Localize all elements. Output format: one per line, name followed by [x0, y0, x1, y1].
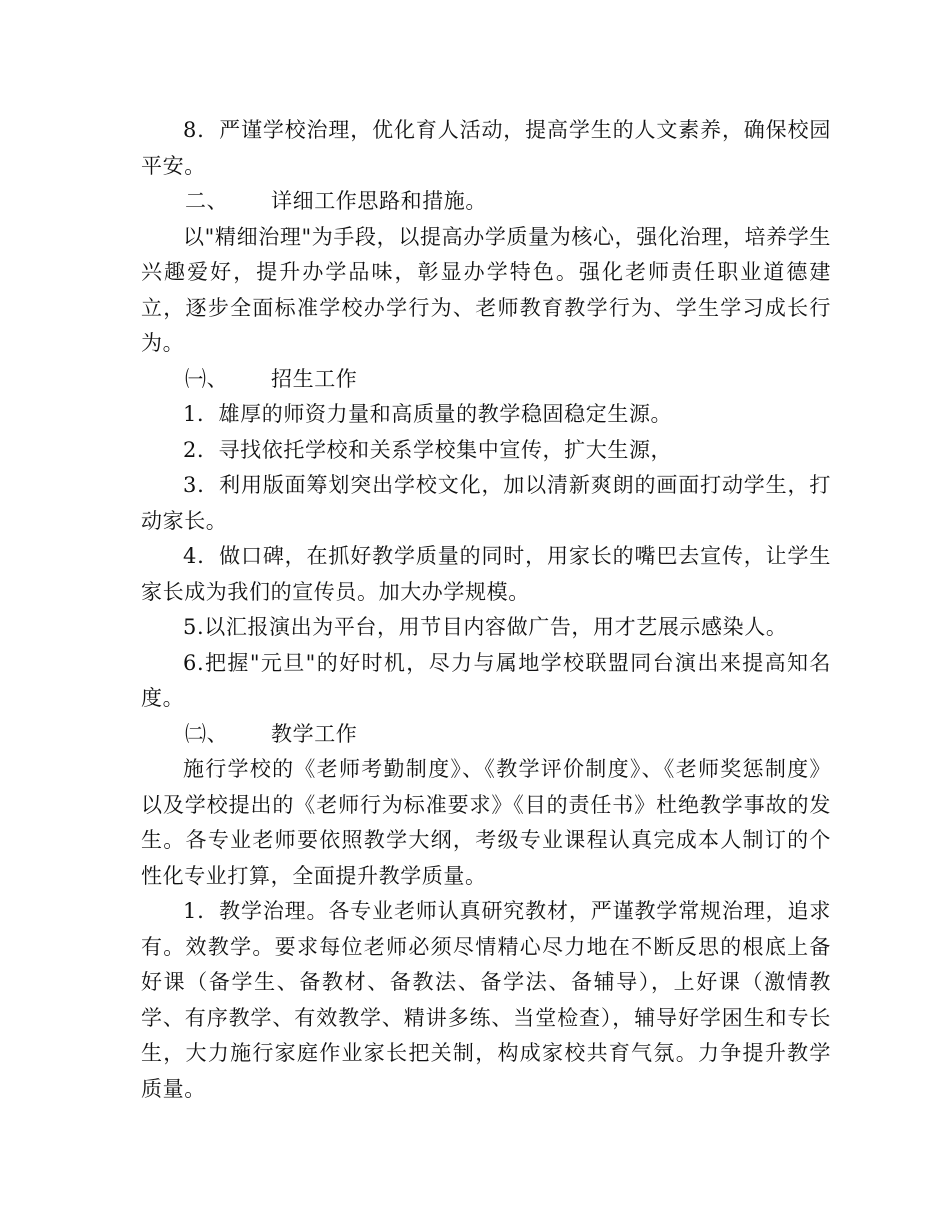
list-item-5: 5.以汇报演出为平台，用节目内容做广告，用才艺展示感染人。 [183, 615, 788, 639]
subsection-title: 招生工作 [271, 366, 358, 391]
document-body [141, 113, 831, 1107]
list-item-1: 1．雄厚的师资力量和高质量的教学稳固稳定生源。 [183, 402, 673, 426]
body-paragraph: 以"精细治理"为手段，以提高办学质量为核心，强化治理，培养学生兴趣爱好，提升办学品味，彰显办学特色。强化老师责任职业道德建立，逐步全面标准学校办学行为、老师教育教学行为、学生学习成长行为。 [141, 224, 831, 355]
body-paragraph: 施行学校的《老师考勤制度》、《教学评价制度》、《老师奖惩制度》以及学校提出的《老师行为标准要求》《目的责任书》杜绝教学事故的发生。各专业老师要依照教学大纲，考级专业课程认真完成本人制订的个性化专业打算，全面提升教学质量。 [141, 757, 831, 888]
subsection-number: ㈠、 [185, 366, 229, 391]
subsection-heading-1 [141, 362, 831, 398]
section-number: 二、 [185, 189, 229, 213]
paragraph-item-8: 8．严谨学校治理，优化育人活动，提高学生的人文素养，确保校园平安。 [141, 118, 831, 178]
subsection-number: ㈡、 [185, 721, 229, 746]
section-heading-2 [141, 184, 831, 220]
section-title: 详细工作思路和措施。 [271, 189, 487, 213]
subsection-heading-2 [141, 717, 831, 753]
list-item-4: 4．做口碑，在抓好教学质量的同时，用家长的嘴巴去宣传，让学生家长成为我们的宣传员。加大办学规模。 [141, 544, 831, 604]
list-item-6: 6.把握"元旦"的好时机，尽力与属地学校联盟同台演出来提高知名度。 [141, 650, 831, 710]
list-item-3: 3．利用版面筹划突出学校文化，加以清新爽朗的画面打动学生，打动家长。 [141, 473, 831, 533]
subsection-title: 教学工作 [271, 721, 358, 746]
list-item-teaching-management: 1．教学治理。各专业老师认真研究教材，严谨教学常规治理，追求有。效教学。要求每位老师必须尽情精心尽力地在不断反思的根底上备好课（备学生、备教材、备教法、备学法、备辅导），上好课（激情教学、有序教学、有效教学、精讲多练、当堂检查），辅导好学困生和专长生，大力施行家庭作业家长把关制，构成家校共育气氛。力争提升教学质量。 [141, 899, 831, 1101]
list-item-2: 2．寻找依托学校和关系学校集中宣传，扩大生源， [183, 437, 673, 462]
